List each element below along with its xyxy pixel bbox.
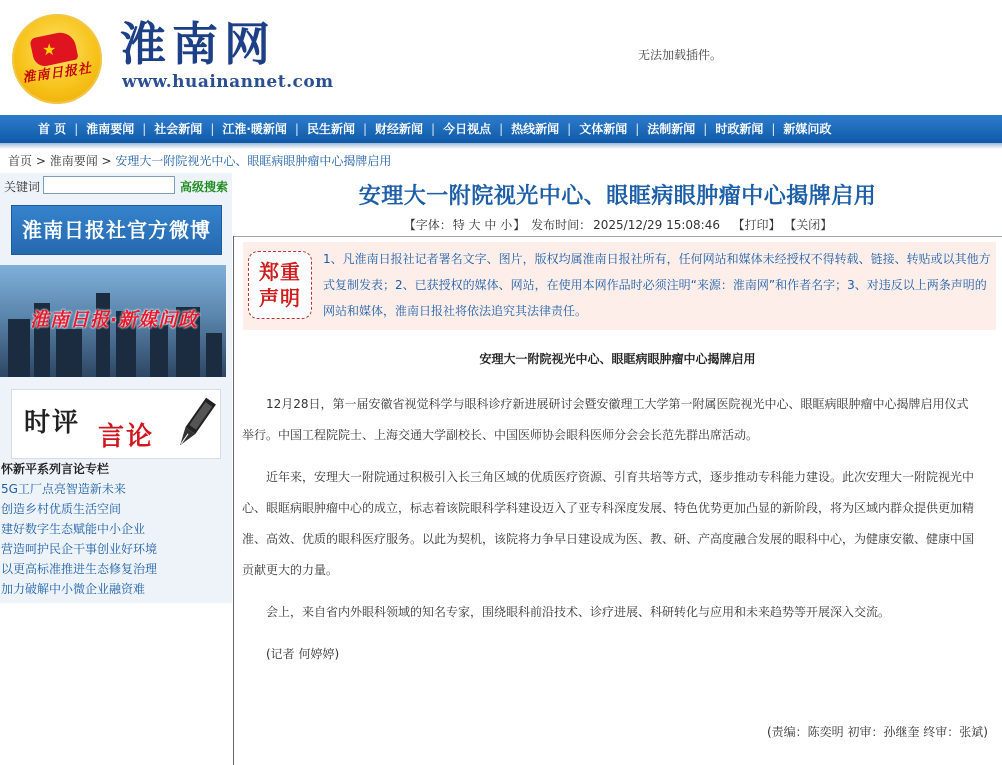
weibo-banner[interactable] [11, 205, 222, 255]
article-meta [233, 216, 1002, 233]
font-size-small[interactable]: 小 [500, 218, 513, 232]
column-link[interactable]: 5G工厂点亮智造新未来 [1, 482, 126, 496]
nav-separator: | [499, 122, 504, 136]
city-building-icon [150, 325, 168, 377]
advanced-search-link[interactable]: 高级搜索 [180, 180, 229, 194]
breadcrumb-section[interactable]: 淮南要闻 [49, 154, 98, 168]
column-link[interactable]: 加力破解中小微企业融资难 [1, 582, 146, 596]
commentary-banner-text: 时评 [24, 408, 81, 438]
editor-credits: (责编：陈奕明 初审：孙继奎 终审：张斌) [767, 725, 988, 739]
nav-separator: | [74, 122, 79, 136]
nav-item[interactable]: 时政新闻 [715, 122, 764, 136]
commentary-banner[interactable] [11, 389, 221, 459]
notice-text: 1、凡淮南日报社记者署名文字、图片，版权均属淮南日报社所有，任何网站和媒体未经授权不得转载、链接、转贴或以其他方式复制发表；2、已获授权的媒体、网站，在使用本网作品时必须注明“来源：淮南网”和作者名字；3、对违反以上两条声明的网站和媒体，淮南日报社将依法追究其法律责任。 [323, 252, 991, 318]
publish-time: 2025/12/29 15:08:46 [593, 218, 720, 232]
font-size-large[interactable]: 大 [468, 218, 481, 232]
wenzheng-banner-text: 淮南日报·新媒问政 [29, 309, 199, 331]
font-size-label: 【字体： [403, 218, 452, 232]
column-link[interactable]: 营造呵护民企干事创业好环境 [1, 542, 158, 556]
article-paragraph: 近年来，安理大一附院通过积极引入长三角区域的优质医疗资源、引育共培等方式，逐步推动专科能力建设。此次安理大一附院视光中心、眼眶病眼肿瘤中心的成立，标志着该院眼科学科建设迈入了亚专科深度发展、特色优势更加凸显的新阶段，将为区域内群众提供更加精准、高效、优质的眼科医疗服务。以此为契机，该院将力争早日建设成为医、教、研、产高度融合发展的眼科中心，为健康安徽、健康中国贡献更大的力量。 [242, 470, 975, 577]
nav-item[interactable]: 文体新闻 [579, 122, 628, 136]
print-link[interactable]: 【打印】 [732, 218, 781, 232]
column-divider [233, 236, 234, 765]
city-building-icon [56, 329, 82, 377]
keyword-input[interactable] [43, 176, 175, 194]
nav-separator: | [210, 122, 215, 136]
article-subtitle: 安理大一附院视光中心、眼眶病眼肿瘤中心揭牌启用 [479, 352, 756, 366]
newspaper-logo[interactable] [12, 14, 102, 104]
nav-separator: | [635, 122, 640, 136]
commentary-banner-text-red: 言论 [98, 422, 155, 452]
column-link[interactable]: 建好数字生态赋能中小企业 [1, 522, 146, 536]
close-link[interactable]: 【关闭】 [784, 218, 833, 232]
nav-item[interactable]: 淮南要闻 [86, 122, 135, 136]
font-size-special[interactable]: 特 [452, 218, 465, 232]
site-header [0, 0, 1002, 115]
nav-item[interactable]: 民生新闻 [306, 122, 355, 136]
font-size-medium[interactable]: 中 [484, 218, 497, 232]
article-body [242, 389, 978, 681]
nav-item[interactable]: 法制新闻 [647, 122, 696, 136]
nav-item[interactable]: 首 页 [38, 122, 67, 136]
notice-seal-text: 郑重声明 [259, 260, 301, 310]
wenzheng-banner[interactable] [0, 265, 226, 377]
nav-item[interactable]: 江淮·暖新闻 [222, 122, 287, 136]
fountain-pen-icon [168, 394, 221, 455]
site-name[interactable]: 淮南网 [120, 17, 276, 71]
publish-label: 发布时间： [531, 218, 592, 232]
copyright-notice [243, 242, 996, 330]
nav-separator: | [431, 122, 436, 136]
article-title: 安理大一附院视光中心、眼眶病眼肿瘤中心揭牌启用 [358, 184, 877, 209]
nav-item[interactable]: 财经新闻 [375, 122, 424, 136]
keyword-label: 关键词 [4, 180, 41, 194]
column-link-list [1, 479, 231, 599]
column-link[interactable]: 以更高标准推进生态修复治理 [1, 562, 158, 576]
nav-list [30, 115, 839, 143]
logo-text: 淮南日报社 [21, 61, 93, 86]
column-title: 怀新平系列言论专栏 [1, 462, 110, 476]
site-url[interactable]: www.huainannet.com [122, 72, 334, 92]
nav-item[interactable]: 新媒问政 [783, 122, 832, 136]
weibo-banner-text: 淮南日报社官方微博 [22, 218, 211, 242]
nav-item[interactable]: 热线新闻 [511, 122, 560, 136]
nav-shadow [0, 143, 1002, 149]
nav-separator: | [142, 122, 147, 136]
breadcrumb-current: 安理大一附院视光中心、眼眶病眼肿瘤中心揭牌启用 [115, 154, 392, 168]
city-building-icon [206, 333, 222, 377]
notice-seal [248, 251, 312, 319]
column-link[interactable]: 创造乡村优质生活空间 [1, 502, 122, 516]
breadcrumb-sep: > [32, 154, 50, 168]
plugin-message: 无法加载插件。 [638, 48, 723, 62]
article-reporter: (记者 何婷婷) [266, 647, 340, 661]
star-icon: ★ [42, 40, 57, 59]
nav-separator: | [703, 122, 708, 136]
nav-separator: | [294, 122, 299, 136]
breadcrumb [8, 152, 391, 169]
nav-separator: | [771, 122, 776, 136]
nav-separator: | [362, 122, 368, 136]
main-nav [0, 115, 1002, 143]
nav-item[interactable]: 今日视点 [443, 122, 492, 136]
nav-separator: | [567, 122, 572, 136]
nav-item[interactable]: 社会新闻 [154, 122, 203, 136]
breadcrumb-home[interactable]: 首页 [8, 154, 33, 168]
article-paragraph: 12月28日，第一届安徽省视觉科学与眼科诊疗新进展研讨会暨安徽理工大学第一附属医院视光中心、眼眶病眼肿瘤中心揭牌启用仪式举行。中国工程院院士、上海交通大学副校长、中国医师协会眼科医师分会会长范先群出席活动。 [242, 397, 969, 442]
font-size-close: 】 [513, 218, 526, 232]
sidebar [0, 173, 232, 603]
breadcrumb-sep: > [97, 154, 116, 168]
article-divider [233, 236, 1002, 237]
article-paragraph: 会上，来自省内外眼科领域的知名专家，围绕眼科前沿技术、诊疗进展、科研转化与应用和未来趋势等开展深入交流。 [266, 605, 891, 619]
